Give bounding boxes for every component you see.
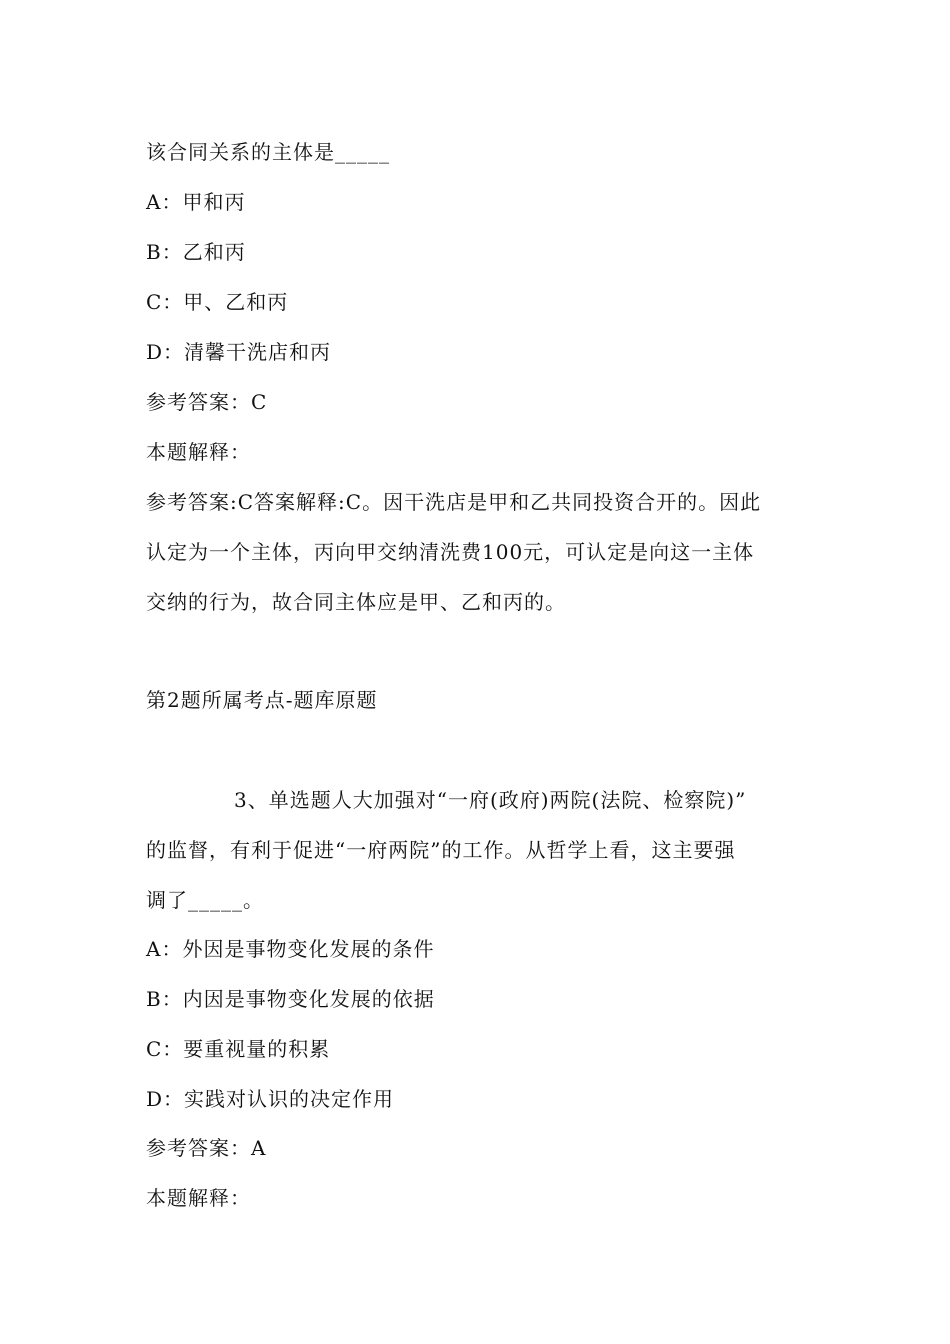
question-3-stem-line: 调了_____。 (146, 888, 264, 912)
question-3-answer: 参考答案：A (146, 1136, 267, 1160)
question-2-explanation-line: 参考答案:C答案解释:C。因干洗店是甲和乙共同投资合开的。因此 (146, 490, 762, 514)
question-3-stem-line: 的监督，有利于促进“一府两院”的工作。从哲学上看，这主要强 (146, 838, 736, 862)
question-2-stem: 该合同关系的主体是_____ (146, 140, 390, 164)
question-2-topic: 第2题所属考点-题库原题 (146, 688, 378, 712)
question-3-option-b: B：内因是事物变化发展的依据 (146, 987, 435, 1011)
question-2-explanation-label: 本题解释： (146, 440, 251, 464)
question-3-option-c: C：要重视量的积累 (146, 1037, 331, 1061)
question-2-option-a: A：甲和丙 (146, 190, 246, 214)
question-2-explanation-line: 交纳的行为，故合同主体应是甲、乙和丙的。 (146, 590, 566, 614)
question-2-option-b: B：乙和丙 (146, 240, 246, 264)
question-3-option-a: A：外因是事物变化发展的条件 (146, 937, 435, 961)
question-3-stem-line: 3、单选题人大加强对“一府(政府)两院(法院、检察院)” (234, 788, 747, 812)
question-2-option-c: C：甲、乙和丙 (146, 290, 289, 314)
question-3-option-d: D：实践对认识的决定作用 (146, 1087, 395, 1111)
question-3-explanation-label: 本题解释： (146, 1186, 251, 1210)
question-2-option-d: D：清馨干洗店和丙 (146, 340, 332, 364)
question-2-answer: 参考答案：C (146, 390, 268, 414)
question-2-explanation-line: 认定为一个主体，丙向甲交纳清洗费100元，可认定是向这一主体 (146, 540, 755, 564)
